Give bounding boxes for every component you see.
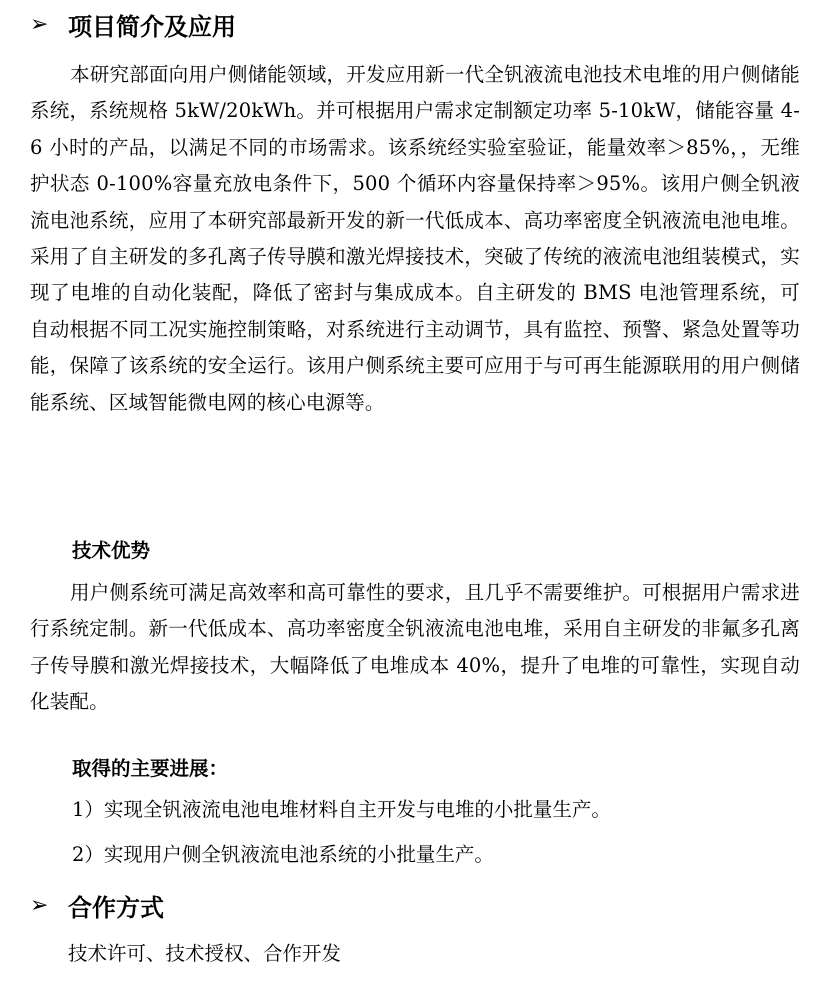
section-title: 项目简介及应用 [68,12,236,41]
section-heading-cooperation [30,885,164,925]
advantages-paragraph: 用户侧系统可满足高效率和高可靠性的要求，且几乎不需要维护。可根据用户需求进行系统定制。新一代低成本、高功率密度全钒液流电池电堆，采用自主研发的非氟多孔离子传导膜和激光焊接技术，大幅降低了电堆成本 40%，提升了电堆的可靠性，实现自动化装配。 [30,581,800,714]
cooperation-text: 技术许可、技术授权、合作开发 [68,942,342,965]
progress-heading: 取得的主要进展： [72,757,229,780]
intro-paragraph: 本研究部面向用户侧储能领域，开发应用新一代全钒液流电池技术电堆的用户侧储能系统，系统规格 5kW/20kWh。并可根据用户需求定制额定功率 5-10kW，储能容量 4-6 小时的产品，以满足不同的市场需求。该系统经实验室验证，能量效率＞85%，，无维护状态 0-100%容量充放电条件下，500 个循环内容量保持率＞95%。该用户侧全钒液流电池系统，应用了本研究部最新开发的新一代低成本、高功率密度全钒液流电池电堆。采用了自主研发的多孔离子传导膜和激光焊接技术，突破了传统的液流电池组装模式，实现了电堆的自动化装配，降低了密封与集成成本。自主研发的 BMS 电池管理系统，可自动根据不同工况实施控制策略，对系统进行主动调节，具有监控、预警、紧急处置等功能，保障了该系统的安全运行。该用户侧系统主要可应用于与可再生能源联用的用户侧储能系统、区域智能微电网的核心电源等。 [30,63,800,414]
section-heading-intro [30,4,236,44]
advantages-heading: 技术优势 [72,539,151,562]
section-title: 合作方式 [68,893,164,922]
progress-list-item: 1）实现全钒液流电池电堆材料自主开发与电堆的小批量生产。 [72,798,611,821]
arrow-bullet-icon: ➢ [30,892,49,918]
progress-list-item: 2）实现用户侧全钒液流电池系统的小批量生产。 [72,843,494,866]
arrow-bullet-icon: ➢ [30,11,49,37]
